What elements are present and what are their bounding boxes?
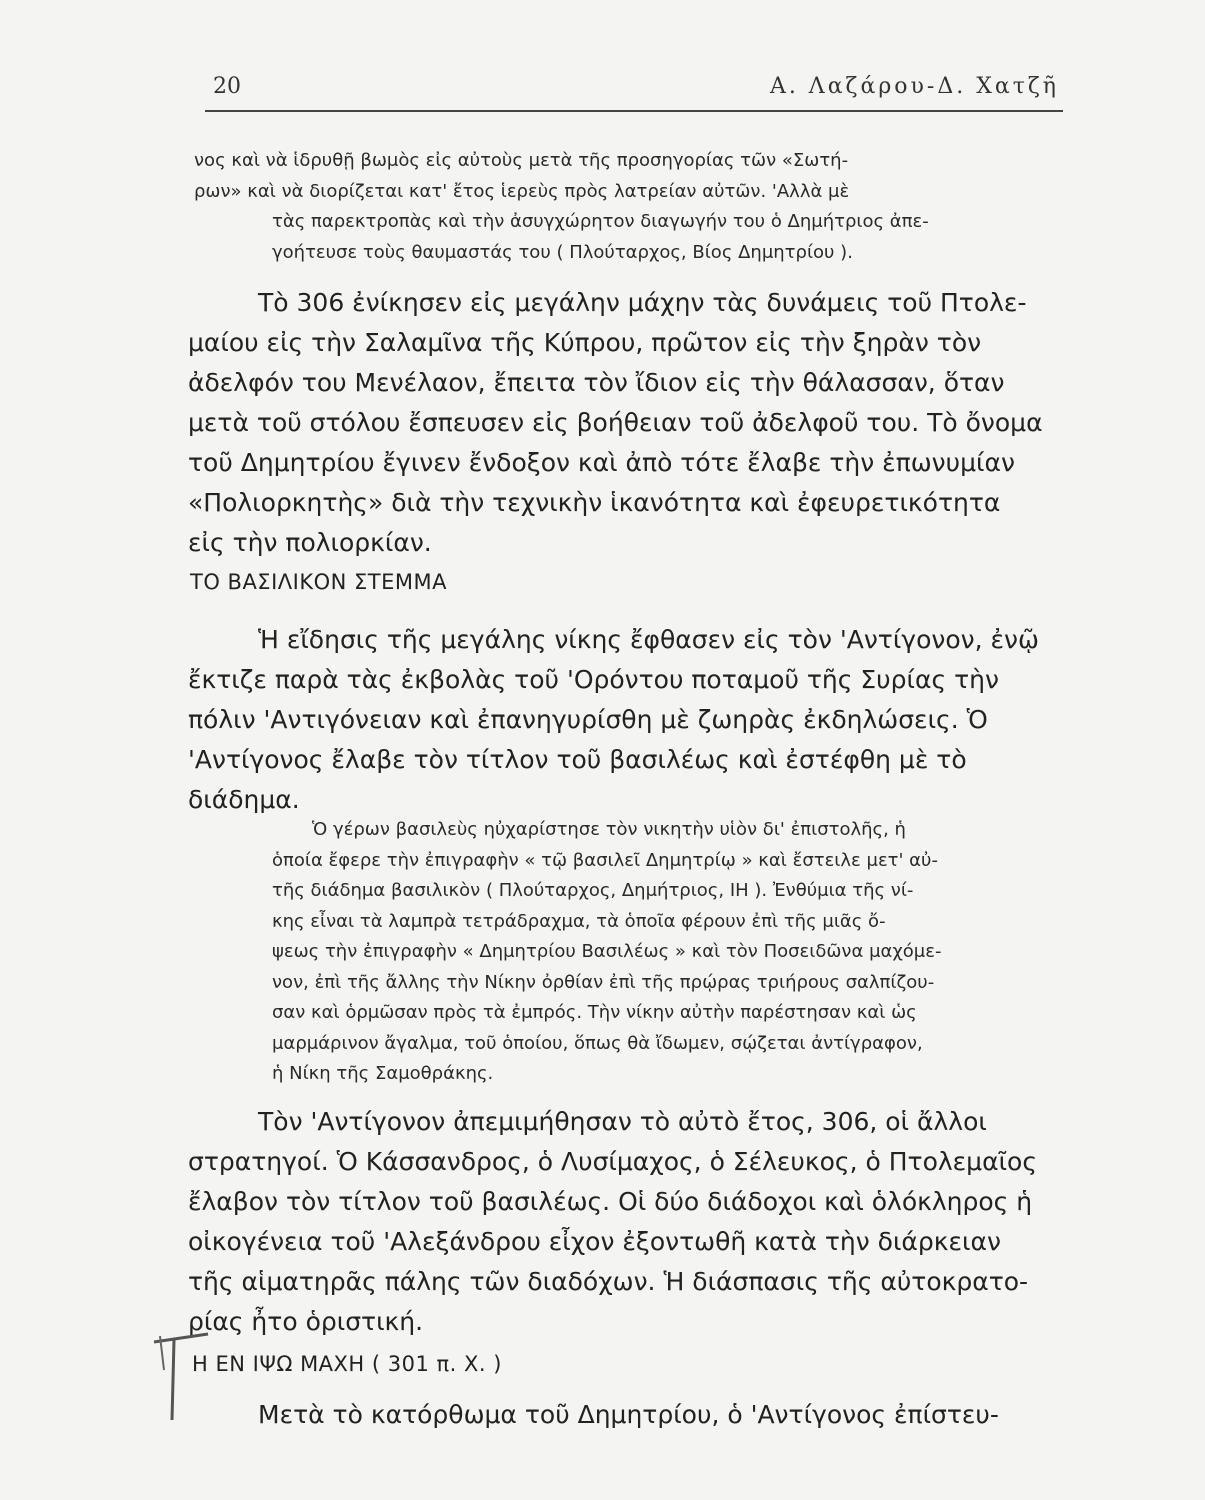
text-line: Τὸ 306 ἐνίκησεν εἰς μεγάλην μάχην τὰς δυνάμεις τοῦ Πτολε- xyxy=(258,288,1027,317)
section-heading-royal-crown: ΤΟ ΒΑΣΙΛΙΚΟΝ ΣΤΕΜΜΑ xyxy=(190,570,447,594)
text-line: οἰκογένεια τοῦ 'Αλεξάνδρου εἶχον ἐξοντωθῆ κατὰ τὴν διάρκειαν xyxy=(188,1227,1001,1256)
text-line: ἔκτιζε παρὰ τὰς ἐκβολὰς τοῦ 'Ορόντου ποταμοῦ τῆς Συρίας τὴν xyxy=(188,665,999,694)
running-head: Α. Λαζάρου-Δ. Χατζῆ xyxy=(769,74,1059,99)
note-line: σαν καὶ ὁρμῶσαν πρὸς τὰ ἐμπρός. Τὴν νίκην αὐτὴν παρέστησαν καὶ ὡς xyxy=(272,1002,917,1023)
text-line: ἀδελφόν του Μενέλαον, ἔπειτα τὸν ἴδιον εἰς τὴν θάλασσαν, ὅταν xyxy=(188,368,1005,397)
note-line: ὁποία ἔφερε τὴν ἐπιγραφὴν « τῷ βασιλεῖ Δημητρίῳ » καὶ ἔστειλε μετ' αὐ- xyxy=(272,849,938,871)
text-line: τοῦ Δημητρίου ἔγινεν ἔνδοξον καὶ ἀπὸ τότε ἔλαβε τὴν ἐπωνυμίαν xyxy=(188,448,1015,477)
text-line: μαίου εἰς τὴν Σαλαμῖνα τῆς Κύπρου, πρῶτον εἰς τὴν ξηρὰν τὸν xyxy=(188,328,982,357)
paragraph-after-victory xyxy=(188,1395,1068,1435)
footnote-letter-and-coins xyxy=(272,815,1072,1090)
text-line: διάδημα. xyxy=(188,785,300,814)
note-line: ρων» καὶ νὰ διορίζεται κατ' ἔτος ἱερεὺς πρὸς λατρείαν αὐτῶν. 'Αλλὰ μὲ xyxy=(194,180,850,202)
text-line: στρατηγοί. Ὁ Κάσσανδρος, ὁ Λυσίμαχος, ὁ Σέλευκος, ὁ Πτολεμαῖος xyxy=(188,1147,1037,1176)
text-line: Ἡ εἴδησις τῆς μεγάλης νίκης ἔφθασεν εἰς τὸν 'Αντίγονον, ἐνῷ xyxy=(258,625,1039,654)
note-line: νον, ἐπὶ τῆς ἄλλης τὴν Νίκην ὀρθίαν ἐπὶ τῆς πρῴρας τριήρους σαλπίζου- xyxy=(272,971,935,993)
text-line: τῆς αἱματηρᾶς πάλης τῶν διαδόχων. Ἡ διάσπασις τῆς αὐτοκρατο- xyxy=(188,1267,1029,1296)
note-line: ψεως τὴν ἐπιγραφὴν « Δημητρίου Βασιλέως » καὶ τὸν Ποσειδῶνα μαχόμε- xyxy=(272,941,942,962)
text-line: εἰς τὴν πολιορκίαν. xyxy=(188,528,432,557)
note-line: νος καὶ νὰ ἱδρυθῇ βωμὸς εἰς αὐτοὺς μετὰ τῆς προσηγορίας τῶν «Σωτή- xyxy=(194,150,849,171)
note-line: μαρμάρινον ἄγαλμα, τοῦ ὁποίου, ὅπως θὰ ἴδωμεν, σῴζεται ἀντίγραφον, xyxy=(272,1032,923,1054)
text-line: ἔλαβον τὸν τίτλον τοῦ βασιλέως. Οἱ δύο διάδοχοι καὶ ὁλόκληρος ἡ xyxy=(188,1187,1033,1216)
note-line: γοήτευσε τοὺς θαυμαστάς του ( Πλούταρχος, Βίος Δημητρίου ). xyxy=(272,241,853,263)
note-line: τῆς διάδημα βασιλικὸν ( Πλούταρχος, Δημήτριος, ΙΗ ). Ἐνθύμια τῆς νί- xyxy=(272,880,914,901)
paragraph-antigonus-crowned xyxy=(188,620,1068,820)
footnote-consecration xyxy=(194,146,1072,268)
text-line: Τὸν 'Αντίγονον ἀπεμιμήθησαν τὸ αὐτὸ ἔτος, 306, οἱ ἄλλοι xyxy=(258,1107,987,1136)
text-line: 'Αντίγονος ἔλαβε τὸν τίτλον τοῦ βασιλέως καὶ ἐστέφθη μὲ τὸ xyxy=(188,745,967,774)
paragraph-salamis-victory xyxy=(188,283,1068,563)
page-header xyxy=(205,70,1063,110)
paragraph-other-generals xyxy=(188,1102,1068,1342)
note-line: Ὁ γέρων βασιλεὺς ηὐχαρίστησε τὸν νικητὴν υἱὸν δι' ἐπιστολῆς, ἡ xyxy=(312,819,906,840)
text-line: ρίας ἦτο ὁριστική. xyxy=(188,1307,424,1336)
note-line: κης εἶναι τὰ λαμπρὰ τετράδραχμα, τὰ ὁποῖα φέρουν ἐπὶ τῆς μιᾶς ὄ- xyxy=(272,910,886,932)
note-line: ἡ Νίκη τῆς Σαμοθράκης. xyxy=(272,1063,494,1084)
text-line: «Πολιορκητὴς» διὰ τὴν τεχνικὴν ἱκανότητα καὶ ἐφευρετικότητα xyxy=(188,488,1001,517)
text-line: πόλιν 'Αντιγόνειαν καὶ ἐπανηγυρίσθη μὲ ζωηρὰς ἐκδηλώσεις. Ὁ xyxy=(188,705,988,734)
section-heading-ipsus-battle: Η ΕΝ ΙΨΩ ΜΑΧΗ ( 301 π. Χ. ) xyxy=(192,1352,502,1376)
note-line: τὰς παρεκτροπὰς καὶ τὴν ἀσυγχώρητον διαγωγήν του ὁ Δημήτριος ἀπε- xyxy=(272,211,929,232)
text-line: Μετὰ τὸ κατόρθωμα τοῦ Δημητρίου, ὁ 'Αντίγονος ἐπίστευ- xyxy=(258,1400,999,1429)
text-line: μετὰ τοῦ στόλου ἔσπευσεν εἰς βοήθειαν τοῦ ἀδελφοῦ του. Τὸ ὄνομα xyxy=(188,408,1043,437)
page-number: 20 xyxy=(213,74,241,99)
header-rule xyxy=(205,110,1063,112)
